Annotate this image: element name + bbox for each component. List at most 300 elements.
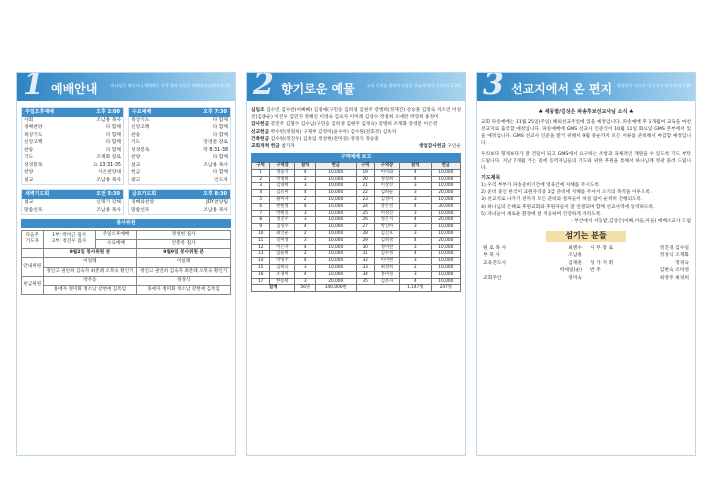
table-cell: 10,000 xyxy=(316,251,357,258)
row-label: 신앙고백 xyxy=(24,140,43,146)
row-label: 경배찬양 xyxy=(24,125,43,131)
row-label: 찬양 xyxy=(131,155,141,161)
next-prayer-label: 다음주 기도자 xyxy=(22,230,44,248)
row-value: 다 함께 xyxy=(105,147,121,153)
program-row xyxy=(129,162,230,170)
table-cell: 10,000 xyxy=(316,258,357,265)
table-cell: 10,000 xyxy=(316,264,357,271)
row-label: 설교 xyxy=(24,177,34,183)
column-header: 참석 xyxy=(399,162,431,169)
duty-cell: 9월9일 봉사위원 분 xyxy=(137,249,231,258)
table-cell: 4 xyxy=(399,203,431,210)
row-label: 찬송 xyxy=(24,147,34,153)
table-cell: 4 xyxy=(295,224,316,231)
duty-cell: 홍애자 정미화 정소남 강현애 김옥임 xyxy=(137,285,231,294)
service-time: 오전 5:30 xyxy=(96,191,120,198)
table-cell: 4 xyxy=(295,190,316,197)
panel-number: 2 xyxy=(253,72,274,102)
table-cell: 2 xyxy=(295,251,316,258)
row-value: 신명기 강해 xyxy=(96,200,121,205)
panel-banner xyxy=(17,73,235,101)
table-cell: 4 xyxy=(295,271,316,278)
total-cell: 340,000원 xyxy=(316,285,357,292)
table-cell: 김수정 xyxy=(374,251,399,258)
row-value: 정경식 조재화 xyxy=(659,253,689,259)
table-cell: 2 xyxy=(399,264,431,271)
table-cell: 10,000 xyxy=(316,203,357,210)
program-row xyxy=(22,139,123,147)
program-row xyxy=(481,267,584,275)
table-row xyxy=(252,224,461,231)
program-row xyxy=(481,260,584,268)
column-header: 구역장 xyxy=(374,162,399,169)
program-row xyxy=(22,117,123,125)
table-cell: 35 xyxy=(356,278,374,285)
row-label: 시 무 장 로 xyxy=(590,245,614,251)
row-label: 찬양 xyxy=(24,170,34,176)
table-cell: 3 xyxy=(399,271,431,278)
prayer-item: 1) 우리 부부가 파송준비기간에 영육간에 지혜를 주시도록. xyxy=(481,182,601,188)
table-cell: 12 xyxy=(252,244,270,251)
table-cell: 10,000 xyxy=(431,183,460,190)
row-label: 설교 xyxy=(131,162,141,168)
duty-cell: 홍애자 정미화 정소남 강현애 김옥임 xyxy=(43,285,137,294)
table-cell: 황미자 xyxy=(270,196,295,203)
table-cell: 8 xyxy=(252,217,270,224)
panel-title: 선교지에서 온 편지 xyxy=(511,82,613,96)
table-cell: 10,000 xyxy=(316,196,357,203)
table-cell: 33 xyxy=(356,264,374,271)
row-label: 사회 xyxy=(24,117,34,123)
table-cell: 이미현 xyxy=(374,258,399,265)
table-cell: 10,000 xyxy=(431,251,460,258)
table-cell: 3 xyxy=(399,258,431,265)
row-value: 다 함께 xyxy=(212,125,228,131)
program-row xyxy=(129,199,230,207)
offering-names: 구인순 xyxy=(447,144,461,150)
prayer-item: 4) 하나님의 은혜로 후원교회와 후원자들이 잘 연결되며 함께 선교사역에 동역하도록. xyxy=(481,204,655,210)
sunday-service-box xyxy=(21,107,124,185)
column-header: 참석 xyxy=(295,162,316,169)
table-cell: 정은지 xyxy=(374,217,399,224)
program-row xyxy=(22,154,123,162)
table-cell: 김옥자 xyxy=(374,278,399,285)
table-cell: 28 xyxy=(356,230,374,237)
program-row xyxy=(481,245,584,253)
table-cell: 4 xyxy=(252,190,270,197)
table-cell: 김성수 xyxy=(270,224,295,231)
row-value: 막 8:31-38 xyxy=(203,147,228,153)
table-cell: 3 xyxy=(399,224,431,231)
table-cell: 이은자 xyxy=(270,244,295,251)
table-cell: 조경미 xyxy=(270,271,295,278)
service-time: 오후 7:30 xyxy=(203,109,227,115)
service-time: 오후 2:00 xyxy=(96,109,120,115)
table-cell: 7 xyxy=(252,210,270,217)
table-cell: 20,000 xyxy=(316,278,357,285)
row-label: 성경봉독 xyxy=(24,162,43,168)
column-header: 구역장 xyxy=(270,162,295,169)
total-cell: 56명 xyxy=(295,285,316,292)
row-label: 원 로 목 사 xyxy=(483,245,507,251)
table-cell: 9 xyxy=(252,224,270,231)
offering-names: 참가자 xyxy=(281,144,295,150)
row-label: 묵상기도 xyxy=(131,117,150,123)
program-row xyxy=(588,260,691,268)
table-cell: 27 xyxy=(356,224,374,231)
panel-title: 예배안내 xyxy=(51,82,98,96)
servants-list xyxy=(481,245,691,283)
program-row xyxy=(22,207,123,215)
table-cell: 3 xyxy=(252,183,270,190)
offering-names: 강진주 김철수 김수남(구민승 김희경 김현주 김정숙) 강병희 조재화 강영문 이은영 xyxy=(270,122,438,128)
row-label: 성 가 지 휘 xyxy=(590,260,614,266)
table-cell: 29 xyxy=(356,237,374,244)
building-list xyxy=(251,136,461,143)
table-cell: 10,000 xyxy=(431,244,460,251)
table-cell: 10,000 xyxy=(316,230,357,237)
row-value: 다 함께 xyxy=(212,155,228,161)
program-row xyxy=(22,124,123,132)
duty-group: 안내위원 xyxy=(22,258,44,276)
row-label: 기도 xyxy=(24,155,34,161)
table-cell: 20,000 xyxy=(431,237,460,244)
row-label: 경배와찬양 xyxy=(131,200,155,205)
table-row xyxy=(252,217,461,224)
wednesday-service-box xyxy=(128,107,231,185)
row-value: 정미숙 xyxy=(568,275,582,281)
table-row xyxy=(252,251,461,258)
friday-prayer-box xyxy=(128,189,231,215)
table-cell: 4 xyxy=(295,244,316,251)
row-value: 조재화 장로 xyxy=(96,155,121,161)
offering-label: 교회개척 헌금 xyxy=(251,144,280,150)
section-header: 주일오후예배 xyxy=(25,109,54,115)
total-label: 합계 xyxy=(252,285,295,292)
program-row xyxy=(588,245,691,253)
table-cell: 3 xyxy=(295,264,316,271)
offering-label: 감사헌금 xyxy=(251,122,270,128)
duty-cell: 이일례 xyxy=(137,258,231,267)
prayer-header: 기도제목 xyxy=(481,175,501,182)
panel-subtitle: 오직 너희를 위하여 보물을 하늘에 쌓아 두라(마 6:20) xyxy=(366,83,461,88)
table-cell: 3 xyxy=(399,230,431,237)
column-header: 헌금 xyxy=(316,162,357,169)
table-cell: 34 xyxy=(356,271,374,278)
table-cell: 17 xyxy=(252,278,270,285)
table-cell: 강미정 xyxy=(270,237,295,244)
row-value: 인도자 xyxy=(214,177,228,183)
table-row xyxy=(252,258,461,265)
table-cell: 10,000 xyxy=(316,176,357,183)
table-cell: 19 xyxy=(356,169,374,176)
mission-letter-panel xyxy=(476,72,696,456)
row-label: 교회주안 xyxy=(483,275,502,281)
offering-panel xyxy=(246,72,466,456)
letter-paragraph: 교회 파송예배는 11월 25일(주일) 해외선교주일에 있을 예정입니다. 파송예배 후 1개월여 교육을 마친 선교지로 출국할 예정입니다. 파송예배에 GMS 선교사 인준식이 10월 11일 화요일 GMS 본부에서 있을 예정입니다. GMS 선교사 인준을 받기 위해서 9월 중순까지 모든 서류를 준비해서 마감할 예정입니다. xyxy=(481,119,691,147)
row-value: 시온찬양대 xyxy=(97,170,121,176)
table-cell: 10,000 xyxy=(316,237,357,244)
column-header: 구역 xyxy=(356,162,374,169)
table-cell: 3 xyxy=(295,210,316,217)
table-cell: 3 xyxy=(295,237,316,244)
total-cell: 1,147명 xyxy=(399,285,431,292)
table-cell: 5 xyxy=(252,196,270,203)
table-cell: 10,000 xyxy=(431,224,460,231)
letter-title: ♣ 세둥밭/김상은 파송후보선교사님 소식 ♣ xyxy=(538,109,634,115)
row-value: 조남용 목사 xyxy=(96,207,121,213)
row-label: 신앙고백 xyxy=(131,125,150,131)
table-row xyxy=(252,244,461,251)
table-cell: 박정희 xyxy=(270,176,295,183)
row-value: 다 함께 xyxy=(212,132,228,138)
row-value: 조남용 xyxy=(568,253,582,259)
table-cell: 김정미 xyxy=(374,196,399,203)
program-row xyxy=(129,169,230,177)
offering-label: 십일조 xyxy=(251,108,265,113)
table-cell: 정성희 xyxy=(374,176,399,183)
row-label: 광고 xyxy=(131,177,141,183)
table-cell: 4 xyxy=(399,278,431,285)
table-cell: 한승희 xyxy=(270,278,295,285)
dawn-prayer-box xyxy=(21,189,124,215)
table-cell: 20,000 xyxy=(431,217,460,224)
letter-signature: - 부산에서 서동밭,김상은(아빠,아들,아들) 에베소교사 드림 xyxy=(571,218,691,224)
table-row xyxy=(252,264,461,271)
table-cell: 26 xyxy=(356,217,374,224)
table-cell: 32 xyxy=(356,258,374,265)
table-cell: 23 xyxy=(356,196,374,203)
table-row xyxy=(252,169,461,176)
mission-list xyxy=(251,129,461,136)
panel-subtitle: 하나님은 영이시니 예배하는 자가 영과 진리로 예배할지니라(요4:24) xyxy=(110,83,231,88)
row-label: 성경봉독 xyxy=(131,147,150,153)
cell-report-header xyxy=(251,153,461,162)
table-cell: 4 xyxy=(399,176,431,183)
table-cell: 임순희 xyxy=(270,251,295,258)
table-cell: 1 xyxy=(252,169,270,176)
program-row xyxy=(22,132,123,140)
table-row xyxy=(252,237,461,244)
table-row xyxy=(252,271,461,278)
table-cell: 10,000 xyxy=(316,190,357,197)
table-cell: 4 xyxy=(399,217,431,224)
table-cell: 이미화 xyxy=(374,169,399,176)
table-cell: 10,000 xyxy=(431,271,460,278)
table-cell: 24 xyxy=(356,203,374,210)
panel-banner xyxy=(477,73,695,101)
program-row xyxy=(129,124,230,132)
table-cell: 4 xyxy=(399,237,431,244)
offering-names: 김수원(정진우) 김옥임 정성현(전미경) 정경식 정승훈 xyxy=(270,136,379,142)
row-value: 최영주 최경희 xyxy=(659,275,689,281)
table-cell: 4 xyxy=(295,258,316,265)
program-row xyxy=(22,169,123,177)
table-cell: 3 xyxy=(399,196,431,203)
program-row xyxy=(481,275,584,283)
program-row xyxy=(588,267,691,275)
table-cell: 3 xyxy=(399,183,431,190)
program-row xyxy=(129,207,230,215)
table-cell: 10,000 xyxy=(316,271,357,278)
row-value: 요 13:31-35 xyxy=(93,162,121,168)
row-value: 조남용 목사 xyxy=(96,117,121,123)
duty-group: 헌금위원 xyxy=(22,276,44,294)
table-row xyxy=(252,230,461,237)
row-value: 다 함께 xyxy=(212,117,228,123)
duty-cell: 이일례 xyxy=(43,258,137,267)
table-title: 구역예배 보고 xyxy=(340,154,372,161)
table-cell: 3 xyxy=(399,210,431,217)
table-cell: 김진호 xyxy=(374,230,399,237)
row-value: 다 함께 xyxy=(105,132,121,138)
offering-label: 선교헌금 xyxy=(251,129,270,135)
program-row xyxy=(129,154,230,162)
table-cell: 20,000 xyxy=(431,190,460,197)
program-row xyxy=(22,177,123,185)
table-cell: 박희진 xyxy=(270,210,295,217)
duty-cell: 주일오후예배 xyxy=(95,230,137,239)
row-value: JOY찬양팀 xyxy=(206,200,228,205)
next-prayer-names: 1부: 박미근 집사 2부: 정진우 집사 xyxy=(43,230,95,248)
row-label: 찬송 xyxy=(131,132,141,138)
table-cell: 4 xyxy=(295,203,316,210)
table-cell: 10,000 xyxy=(431,196,460,203)
table-cell: 김유미 xyxy=(270,190,295,197)
table-row xyxy=(252,190,461,197)
table-row xyxy=(252,176,461,183)
table-cell: 3 xyxy=(295,183,316,190)
duty-cell: 정성현 집사 xyxy=(137,230,231,239)
prayer-item: 3) 선교지로 나가기 전까지 모든 준비와 절차들이 차질 없이 순적히 진행되도록. xyxy=(481,197,643,203)
table-cell: 3 xyxy=(295,217,316,224)
table-cell: 한현영 xyxy=(270,203,295,210)
table-cell: 10,000 xyxy=(316,210,357,217)
program-row xyxy=(481,252,584,260)
cell-report-table xyxy=(251,162,461,292)
table-cell: 21 xyxy=(356,183,374,190)
table-cell: 6 xyxy=(252,203,270,210)
table-cell: 22 xyxy=(356,190,374,197)
table-cell: 김영희 xyxy=(270,183,295,190)
duty-cell: 박주동 xyxy=(43,276,137,285)
table-cell: 최정희 xyxy=(374,264,399,271)
program-row xyxy=(588,275,691,283)
duty-cell: 9월2일 봉사위원 분 xyxy=(43,249,137,258)
table-cell: 30 xyxy=(356,244,374,251)
row-value: 최병수 xyxy=(568,245,582,251)
row-label: 기도 xyxy=(131,140,141,146)
table-cell: 정승기 xyxy=(270,169,295,176)
offering-label: 생업감사헌금 xyxy=(418,144,446,150)
table-cell: 3 xyxy=(399,190,431,197)
column-header: 헌금 xyxy=(431,162,460,169)
table-cell: 김희순 xyxy=(374,190,399,197)
table-cell: 16 xyxy=(252,271,270,278)
servants-title: 섬기는 분들 xyxy=(546,231,626,242)
program-row xyxy=(129,117,230,125)
table-cell: 10,000 xyxy=(316,183,357,190)
panel-number: 1 xyxy=(23,72,44,102)
row-label: 말씀선포 xyxy=(24,207,43,213)
table-cell: 2 xyxy=(295,230,316,237)
table-cell: 10,000 xyxy=(316,169,357,176)
service-time: 오후 8:30 xyxy=(203,191,227,198)
section-header: 새벽기도회 xyxy=(25,191,50,198)
table-cell: 홍미경 xyxy=(374,271,399,278)
row-value: 박세일(순) xyxy=(559,268,582,274)
worship-guide-panel xyxy=(16,72,236,456)
table-cell: 박영주 xyxy=(270,258,295,265)
program-row xyxy=(22,162,123,170)
prayer-list xyxy=(481,182,691,218)
prayer-item: 5) 자녀들이 새로운 환경에 잘 적응하며 건강하게 자라도록. xyxy=(481,211,602,217)
table-cell: 최인순 xyxy=(270,230,295,237)
row-value: 정경숙 xyxy=(675,260,689,266)
row-value: 김재훈 xyxy=(568,260,582,266)
row-label: 반 주 xyxy=(590,268,601,274)
panel-number: 3 xyxy=(483,72,504,102)
table-cell: 10,000 xyxy=(316,217,357,224)
column-header: 구역 xyxy=(252,162,270,169)
program-row xyxy=(129,139,230,147)
table-cell: 정진우 xyxy=(270,217,295,224)
table-cell: 3 xyxy=(295,278,316,285)
table-cell: 2 xyxy=(252,176,270,183)
duty-table xyxy=(21,230,231,295)
table-cell: 4 xyxy=(399,169,431,176)
table-cell: 25 xyxy=(356,210,374,217)
table-cell: 30,000 xyxy=(431,203,460,210)
row-value: 조남용 목사 xyxy=(203,207,228,213)
program-row xyxy=(22,147,123,155)
table-cell: 13 xyxy=(252,251,270,258)
panel-title: 향기로운 예물 xyxy=(281,82,355,96)
row-label: 묵상기도 xyxy=(24,132,43,138)
tithe-list xyxy=(251,107,461,121)
section-header: 수요예배 xyxy=(132,109,152,115)
table-row xyxy=(252,210,461,217)
prayer-item: 2) 준비 중인 한국어 교원자격증 3급 준비에 지혜를 주셔서 소기의 목적을 이루도록. xyxy=(481,190,652,196)
row-value: 강영문 장로 xyxy=(203,140,228,146)
duty-cell: 정경식 xyxy=(137,276,231,285)
table-cell: 정미란 xyxy=(374,244,399,251)
thanks-list xyxy=(251,121,461,128)
program-row xyxy=(129,177,230,185)
table-cell: 10 xyxy=(252,230,270,237)
table-cell: 10,000 xyxy=(431,278,460,285)
table-cell: 10,000 xyxy=(431,258,460,265)
duty-cell: 정인고 권연희 김숙자 최춘례 오복숙 황인기 xyxy=(137,267,231,276)
table-cell: 2 xyxy=(295,196,316,203)
table-cell: 박진아 xyxy=(374,224,399,231)
row-value: 다 함께 xyxy=(105,140,121,146)
duty-cell: 안춘옥 집사 xyxy=(137,239,231,248)
table-cell: 김희숙 xyxy=(270,264,295,271)
table-cell: 20 xyxy=(356,176,374,183)
row-value: 다 함께 xyxy=(105,125,121,131)
table-row xyxy=(252,183,461,190)
duty-title: 봉사위원 xyxy=(116,220,136,226)
row-value: 조남용 목사 xyxy=(203,162,228,168)
row-value: 김현숙 조미영 xyxy=(659,268,689,274)
total-cell: 247명 xyxy=(431,285,460,292)
row-label: 말씀선포 xyxy=(131,207,150,213)
panel-banner xyxy=(247,73,465,101)
row-label: 헌금 xyxy=(131,170,141,176)
program-row xyxy=(22,199,123,207)
program-row xyxy=(129,147,230,155)
